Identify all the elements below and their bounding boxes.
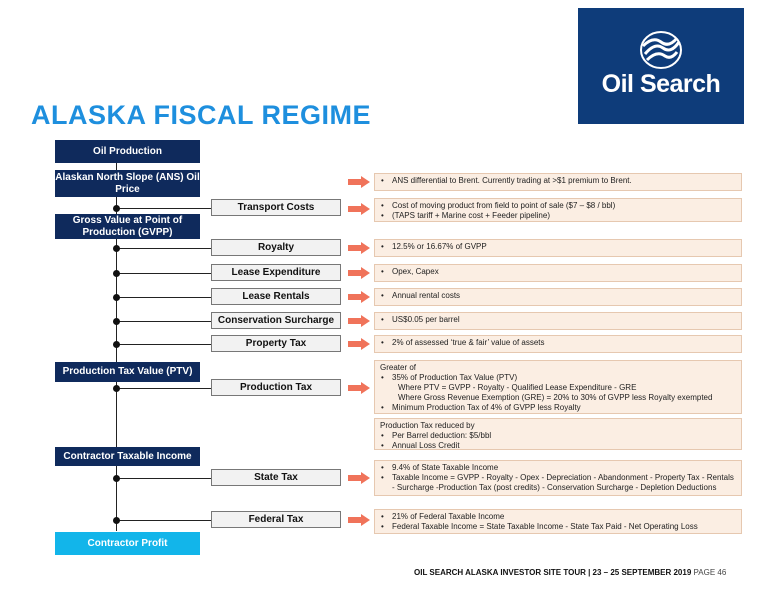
connector-conservation [116, 321, 211, 322]
list-item: • Federal Taxable Income = State Taxable Income - State Tax Paid - Net Operating Loss [380, 522, 736, 532]
junction-dot [113, 270, 120, 277]
connector-property [116, 344, 211, 345]
list-item: • Per Barrel deduction: $5/bbl [380, 431, 736, 441]
list-item: • Minimum Production Tax of 4% of GVPP less Royalty [380, 403, 736, 413]
junction-dot [113, 517, 120, 524]
production-tax-box: Production Tax [211, 379, 341, 396]
junction-dot [113, 341, 120, 348]
junction-dot [113, 385, 120, 392]
arrow-right-icon [348, 338, 370, 350]
note-royalty [374, 239, 742, 257]
junction-dot [113, 318, 120, 325]
list-item: • 9.4% of State Taxable Income [380, 463, 736, 473]
connector-production [116, 388, 211, 389]
royalty-box: Royalty [211, 239, 341, 256]
note-lease-expenditure [374, 264, 742, 282]
contractor-profit-box: Contractor Profit [55, 532, 200, 555]
lease-expenditure-box: Lease Expenditure [211, 264, 341, 281]
arrow-right-icon [348, 315, 370, 327]
note-production-tax [374, 360, 742, 414]
footer [414, 568, 726, 577]
logo-text: Oil Search [601, 70, 721, 98]
arrow-right-icon [348, 242, 370, 254]
connector-transport [116, 208, 211, 209]
transport-costs-box: Transport Costs [211, 199, 341, 216]
federal-tax-box: Federal Tax [211, 511, 341, 528]
note-lease-rentals [374, 288, 742, 306]
lease-rentals-box: Lease Rentals [211, 288, 341, 305]
note-intro: Production Tax reduced by [380, 421, 475, 430]
list-item: • 21% of Federal Taxable Income [380, 512, 736, 522]
note-ans [374, 173, 742, 191]
arrow-right-icon [348, 472, 370, 484]
ptv-box: Production Tax Value (PTV) [55, 362, 200, 382]
page-title: ALASKA FISCAL REGIME [31, 100, 372, 130]
arrow-right-icon [348, 291, 370, 303]
oil-production-box: Oil Production [55, 140, 200, 163]
note-production-tax-reduction [374, 418, 742, 450]
conservation-surcharge-box: Conservation Surcharge [211, 312, 341, 329]
connector-lease-rentals [116, 297, 211, 298]
junction-dot [113, 294, 120, 301]
note-intro: Greater of [380, 363, 417, 372]
note-property [374, 335, 742, 353]
oil-search-emblem-icon [639, 30, 683, 70]
arrow-right-icon [348, 203, 370, 215]
connector-royalty [116, 248, 211, 249]
state-tax-box: State Tax [211, 469, 341, 486]
junction-dot [113, 205, 120, 212]
list-item: • ANS differential to Brent. Currently trading at >$1 premium to Brent. [380, 176, 736, 186]
arrow-right-icon [348, 382, 370, 394]
list-item: • Annual rental costs [380, 291, 736, 301]
arrow-right-icon [348, 176, 370, 188]
note-subline: Where Gross Revenue Exemption (GRE) = 20% to 30% of GVPP less Royalty exempted [398, 393, 713, 402]
list-item: • (TAPS tariff + Marine cost + Feeder pipeline) [380, 211, 736, 221]
note-state-tax [374, 460, 742, 496]
list-item: • Opex, Capex [380, 267, 736, 277]
contractor-taxable-income-box: Contractor Taxable Income [55, 447, 200, 466]
ans-oil-price-box: Alaskan North Slope (ANS) Oil Price [55, 170, 200, 197]
list-item: • 2% of assessed ‘true & fair’ value of assets [380, 338, 736, 348]
list-item: • Taxable Income = GVPP - Royalty - Opex - Depreciation - Abandonment - Property Tax - Rentals - Surcharge -Production Tax (post credits) - Conservation Surcharge - Depletion Deductions [380, 473, 736, 493]
footer-text: OIL SEARCH ALASKA INVESTOR SITE TOUR | 23 – 25 SEPTEMBER 2019 [414, 568, 692, 577]
property-tax-box: Property Tax [211, 335, 341, 352]
arrow-right-icon [348, 267, 370, 279]
list-item: • 12.5% or 16.67% of GVPP [380, 242, 736, 252]
note-conservation [374, 312, 742, 330]
note-transport [374, 198, 742, 222]
junction-dot [113, 245, 120, 252]
oil-search-logo [578, 8, 744, 124]
list-item: • Annual Loss Credit [380, 441, 736, 451]
connector-federal [116, 520, 211, 521]
junction-dot [113, 475, 120, 482]
list-item: • Cost of moving product from field to point of sale ($7 – $8 / bbl) [380, 201, 736, 211]
arrow-right-icon [348, 514, 370, 526]
connector-state [116, 478, 211, 479]
note-subline: Where PTV = GVPP - Royalty - Qualified Lease Expenditure - GRE [398, 383, 637, 392]
page-number: PAGE 46 [693, 568, 727, 577]
connector-lease-expenditure [116, 273, 211, 274]
list-item: • 35% of Production Tax Value (PTV) [380, 373, 736, 383]
list-item: • US$0.05 per barrel [380, 315, 736, 325]
note-federal-tax [374, 509, 742, 534]
gvpp-box: Gross Value at Point of Production (GVPP) [55, 214, 200, 239]
